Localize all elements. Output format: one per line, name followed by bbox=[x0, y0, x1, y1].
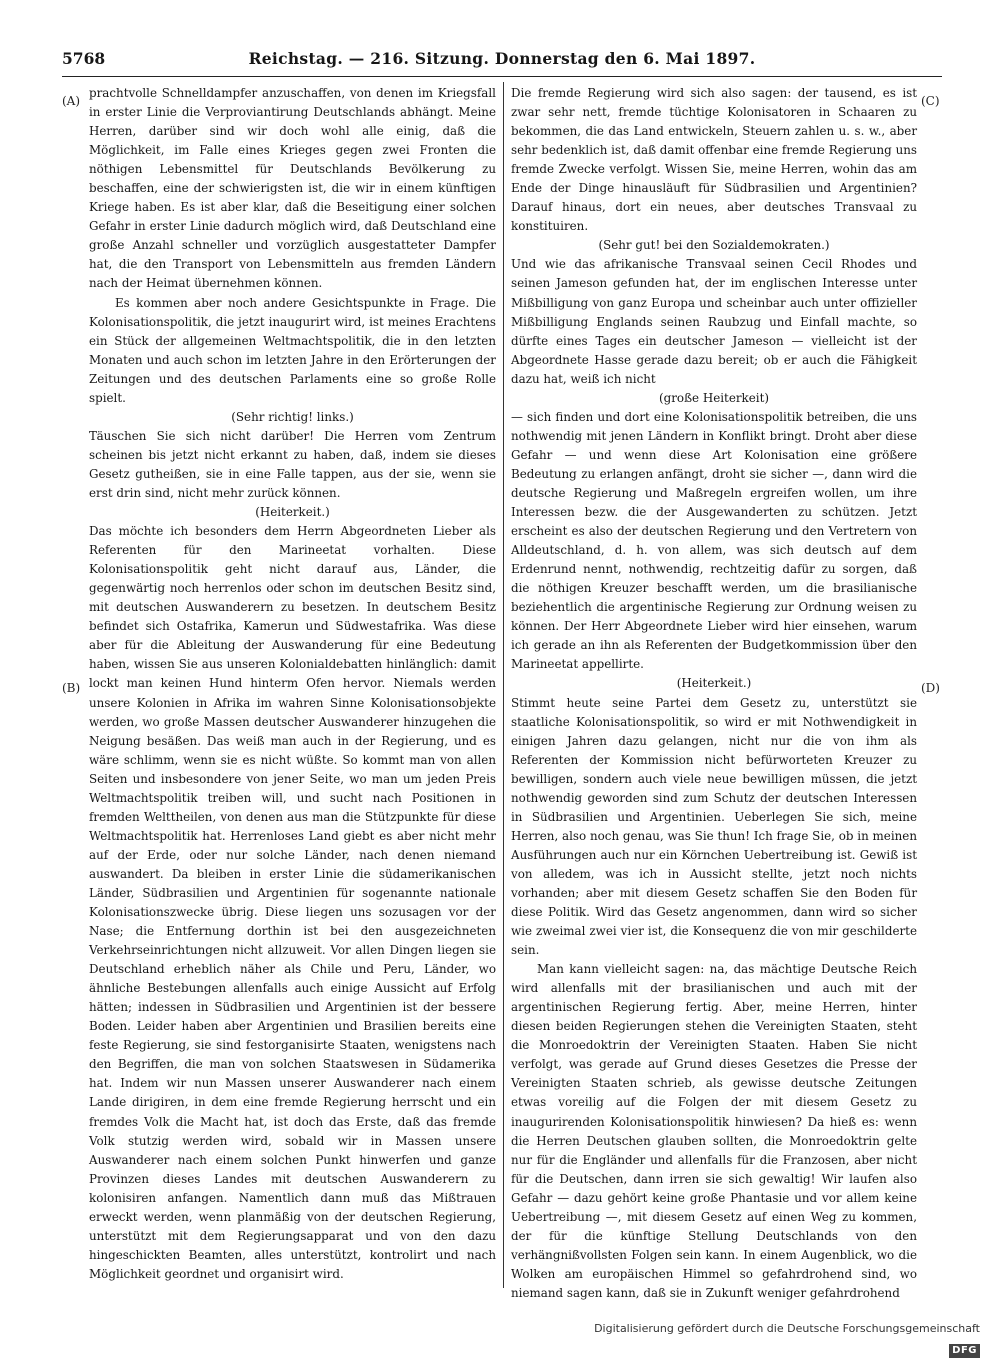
paragraph: Man kann vielleicht sagen: na, das mächtige Deutsche Reich wird allenfalls mit der brasilianischen und auch mit der argentinischen Regierung fertig. Aber, meine Herren, hinter diesen beiden Regierungen stehen die Vereinigten Staaten, steht die Monroedoktrin der Vereinigten Staaten. Haben Sie nicht verfolgt, was gerade auf Grund dieses Gesetzes die Presse der Vereinigten Staaten schrieb, als gewisse deutsche Zeitungen etwas voreilig auf die Folgen der mit diesem Gesetz zu inaugurirenden Kolonisationspolitik hinwiesen? Da hieß es: wenn die Herren Deutschen glauben sollten, die Monroedoktrin gelte nur für die Engländer und allenfalls für die Franzosen, aber nicht für die Deutschen, dann irren sie sich gewaltig! Wir laufen also Gefahr — dazu gehört keine große Phantasie und vor allem keine Uebertreibung —, mit diesem Gesetz auf einen Weg zu kommen, der für die künftige Stellung Deutschlands von den verhängnißvollsten Folgen sein kann. In einem Augenblick, wo die Wolken am europäischen Himmel so gefahrdrohend sind, wo niemand sagen kann, daß sie in Zukunft weniger gefahrdrohend bbox=[511, 962, 917, 1300]
column-divider bbox=[503, 82, 504, 1288]
left-column bbox=[89, 84, 496, 1289]
paragraph: prachtvolle Schnelldampfer anzuschaffen, von denen im Kriegsfall in erster Linie die Verproviantirung Deutschlands abhängt. Meine Herren, darüber sind wir doch wohl alle einig, daß die Möglichkeit, im Falle eines Krieges gegen zwei Fronten die nöthigen Lebensmittel für Deutschlands Bevölkerung zu beschaffen, eine der schwierigsten ist, die wir in einem künftigen Kriege haben. Es ist aber klar, daß die Beseitigung einer solchen Gefahr in erster Linie dadurch möglich wird, daß Deutschland eine große Anzahl schneller und vorzüglich ausgestatteter Dampfer hat, die den Transport von Lebensmitteln aus fremden Ländern nach der Heimat übernehmen können. bbox=[89, 86, 496, 291]
paragraph: Und wie das afrikanische Transvaal seinen Cecil Rhodes und seinen Jameson gefunden hat, der im englischen Interesse unter Mißbilligung von ganz Europa und scheinbar auch unter offizieller Mißbilligung Englands seinen Raubzug und Einfall machte, so dürfte eines Tages ein deutscher Jameson — vielleicht ist der Abgeordnete Hasse gerade dazu bereit; ob er auch die Fähigkeit dazu hat, weiß ich nicht bbox=[511, 257, 917, 386]
paragraph: Täuschen Sie sich nicht darüber! Die Herren vom Zentrum scheinen bis jetzt nicht erkannt zu haben, daß, indem sie dieses Gesetz gutheißen, sie in eine Falle tappen, aus der sie, wenn sie erst drin sind, nicht mehr zurück können. bbox=[89, 428, 496, 500]
digitization-footer bbox=[560, 1318, 980, 1356]
interjection: (Heiterkeit.) bbox=[676, 676, 752, 691]
interjection: (Sehr gut! bei den Sozialdemokraten.) bbox=[598, 238, 830, 253]
interjection: (große Heiterkeit) bbox=[658, 390, 770, 405]
margin-marker-d: (D) bbox=[921, 681, 940, 695]
paragraph: Die fremde Regierung wird sich also sagen: der tausend, es ist zwar sehr nett, fremde tüchtige Kolonisatoren in Schaaren zu bekommen, die das Land entwickeln, Steuern zahlen u. s. w., aber sehr bedenklich ist, daß damit offenbar eine fremde Regierung uns fremde Zwecke verfolgt. Wissen Sie, meine Herren, wohin das am Ende der Dinge hinausläuft für Südbrasilien und Argentinien? Darauf hinaus, dort ein neues, aber deutsches Transvaal zu konstituiren. bbox=[511, 86, 917, 234]
running-title: Reichstag. — 216. Sitzung. Donnerstag den 6. Mai 1897. bbox=[248, 49, 756, 68]
paragraph: Das möchte ich besonders dem Herrn Abgeordneten Lieber als Referenten für den Marineetat vorhalten. Diese Kolonisationspolitik geht nicht darauf aus, Länder, die gegenwärtig noch herrenlos oder schon im deutschen Besitz sind, mit deutschen Auswanderern zu besetzen. In deutschem Besitz befindet sich Ostafrika, Kamerun und Südwestafrika. Was diese aber für die Ableitung der Auswanderung für eine Bedeutung haben, wissen Sie aus unseren Kolonialdebatten hinlänglich: damit lockt man keinen Hund hinterm Ofen hervor. Niemals werden unsere Kolonien in Afrika im wahren Sinne Kolonisationsobjekte werden, wo große Massen deutscher Auswanderer hinzugehen die Neigung besäßen. Das weiß man auch in der Regierung, und es wäre schlimm, wenn sie es nicht wüßte. So kommt man von allen Seiten und insbesondere von jener Seite, wo man um jeden Preis Weltmachtspolitik treiben will, und sucht nach Positionen in fremden Welttheilen, von denen aus man die Stützpunkte für diese Weltmachtspolitik hat. Herrenloses Land giebt es aber nicht mehr auf der Erde, oder nur solche Länder, nach denen niemand auswandert. Da bleiben in erster Linie die südamerikanischen Länder, Südbrasilien und Argentinien für sogenannte nationale Kolonisationszwecke übrig. Diese liegen uns sozusagen vor der Nase; die Entfernung dorthin ist bei den ausgezeichneten Verkehrseinrichtungen nicht allzuweit. Vor allen Dingen liegen sie Deutschland erheblich näher als Chile und Peru, Länder, wo ähnliche Bestebungen allenfalls auch einige Aussicht auf Erfolg hätten; indessen in Südbrasilien und Argentinien ist der bessere Boden. Leider haben aber Argentinien und Brasilien bereits eine feste Regierung, sie sind festorganisirte Staaten, wenigstens nach den Begriffen, die man von solchen Staatswesen in Südamerika hat. Indem wir nun Massen unserer Auswanderer nach einem Lande dirigiren, in dem eine fremde Regierung herrscht und ein fremdes Volk die Macht hat, ist doch das Erste, daß das fremde Volk stutzig werden wird, sobald wir in Massen unsere Auswanderer nach einem solchen Punkt hinwerfen und ganze Provinzen dieses Landes mit deutschen Auswanderern zu kolonisiren anfangen. Namentlich dann muß das Mißtrauen erweckt werden, wenn planmäßig von der deutschen Regierung, unterstützt mit dem Regierungsapparat und von den dazu hingeschickten Beamten, alles unterstützt, kontrolirt und nach Möglichkeit geordnet und organisirt wird. bbox=[89, 524, 496, 1281]
paragraph: Es kommen aber noch andere Gesichtspunkte in Frage. Die Kolonisationspolitik, die jetzt inaugurirt wird, ist meines Erachtens ein Stück der allgemeinen Weltmachtspolitik, die in den letzten Monaten und auch schon im letzten Jahre in den Erörterungen der Zeitungen und des deutschen Parlaments eine so große Rolle spielt. bbox=[89, 295, 496, 405]
margin-marker-a: (A) bbox=[62, 94, 81, 108]
right-column bbox=[511, 84, 917, 1300]
header-rule bbox=[62, 76, 942, 77]
footer-text: Digitalisierung gefördert durch die Deutsche Forschungsgemeinschaft bbox=[594, 1322, 980, 1335]
page-number: 5768 bbox=[62, 49, 106, 68]
page-header bbox=[62, 48, 942, 72]
margin-marker-b: (B) bbox=[62, 681, 81, 695]
interjection: (Heiterkeit.) bbox=[255, 505, 330, 520]
paragraph: — sich finden und dort eine Kolonisationspolitik betreiben, die uns nothwendig mit jenen Ländern in Konflikt bringt. Droht aber diese Gefahr — und wenn diese Art Kolonisation eine größere Bedeutung zu erlangen anfängt, droht sie sicher —, dann wird die deutsche Regierung und Maßregeln ergreifen wollen, um ihre Interessen bezw. die der Ausgewanderten zu schützen. Jetzt erscheint es also der deutschen Regierung und den Vertretern von Alldeutschland, d. h. von allem, was sich deutsch auf dem Erdenrund nennt, nothwendig, rechtzeitig dafür zu sorgen, daß die nöthigen Kreuzer beschafft werden, um die brasilianische beziehentlich die argentinische Regierung zur Ordnung weisen zu können. Der Herr Abgeordnete Lieber wird hier einsehen, warum ich gerade an ihn als Referenten der Budgetkommission über den Marineetat appellirte. bbox=[511, 409, 917, 672]
dfg-logo: DFG bbox=[949, 1344, 980, 1358]
interjection: (Sehr richtig! links.) bbox=[231, 409, 354, 424]
margin-marker-c: (C) bbox=[921, 94, 940, 108]
paragraph: Stimmt heute seine Partei dem Gesetz zu, unterstützt sie staatliche Kolonisationspolitik, so wird er mit Nothwendigkeit in einigen Jahren dazu gelangen, nicht nur die von ihm als Referenten der Kommission nicht befürworteten Kreuzer zu bewilligen, sondern auch viele neue bewilligen müssen, die jetzt nothwendig geworden sind zum Schutz der deutschen Interessen in Südbrasilien und Argentinien. Ueberlegen Sie sich, meine Herren, also noch genau, was Sie thun! Ich frage Sie, ob in meinen Ausführungen auch nur ein Körnchen Uebertreibung ist. Gewiß ist von alledem, was ich in Aussicht stellte, jetzt noch nichts vorhanden; aber mit diesem Gesetz schaffen Sie den Boden für diese Politik. Wird das Gesetz angenommen, dann wird so sicher wie zweimal zwei vier ist, die Konsequenz die von mir geschilderte sein. bbox=[511, 695, 917, 958]
